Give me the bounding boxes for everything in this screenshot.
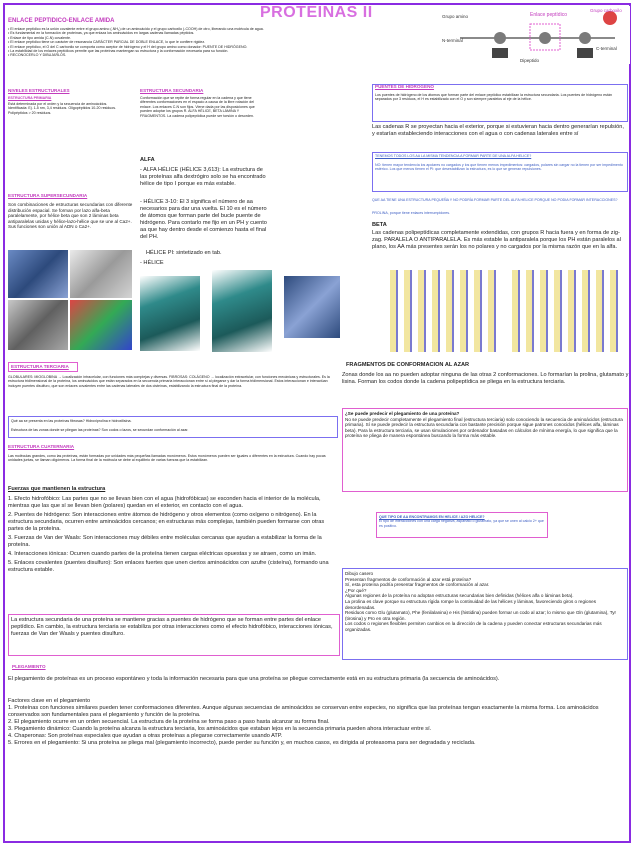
helice-pi-text: - HÉLICE xyxy=(140,260,164,266)
fuerza-item: 5. Enlaces covalentes (puentes disulfuro): Son enlaces fuertes que unen ciertos aminoácidos con azufre (cisteína), formando una estructura estable. xyxy=(8,560,329,573)
cadenas-r-text: Las cadenas R se proyectan hacia el exterior, porque si estuvieran hacia dentro generarían repulsión, y estarían estableciendo interacciones con el agua o con cadenas laterales entre sí xyxy=(372,124,624,137)
label-grupo-amino: Grupo amino xyxy=(442,14,469,19)
terciaria-heading: ESTRUCTURA TERCIARIA xyxy=(11,364,69,369)
prolina-question: QUE AA TIENE UNA ESTRUCTURA PEQUEÑA Y NO PODRÍA FORMAR PARTE DEL ALFA HELICE PORQUE NO PODIA FORMAR INTERACCIONES? xyxy=(372,198,618,202)
plegamiento-body xyxy=(8,694,624,747)
beta-label: BETA xyxy=(372,222,387,228)
puentes-text: Los puentes de hidrógeno de los átomos que forman parte del enlace peptídico estabilizan la estructura secundaria. Los puentes de hidrógeno están separados por 3 residuos, el H es estabilizado con el O y son siempre paralelos al eje de la hélice. xyxy=(375,93,612,102)
niveles-heading: NIVELES ESTRUCTURALES xyxy=(8,88,70,93)
helice-pi-label: HÉLICE PI: sintetizado en tab. xyxy=(146,250,222,256)
dibujo-line: Residuos como Glu (glutamato), Phe (fenilalanina) e His (histidina) pueden formar un codo al azar; lo mismo que Gln (glutamina), Tyr (tirosina) y Pro en otra región. xyxy=(345,610,617,621)
alfa-helice-text: - ALFA HÉLICE (HÉLICE 3,613): La estructura de las proteínas alfa dextrógiro solo se ha encontrado hélice de tipo I porque es más estable. xyxy=(140,167,266,187)
plegamiento-heading: PLEGAMIENTO xyxy=(12,664,46,669)
fragmentos-heading: FRAGMENTOS DE CONFORMACION AL AZAR xyxy=(346,362,470,368)
prolina-answer: PROLINA, porque tiene enlaces interrumpidores. xyxy=(372,211,451,215)
tendencia-answer: NO: tienen mayor tendencia los apolares no cargados y los que tienen menos impedimentos: cargados, polares sin cargar no la tienen por ser impedimento estérico. Los que menos tienen el PI: que desestabilizan la estructura, es lo que se generan repulsiones. xyxy=(375,163,623,172)
dibujo-line: Algunas regiones de la proteína no adoptan estructuras secundarias bien definidas (hélices alfa o láminas beta). xyxy=(345,593,574,599)
factor-item: 2. El plegamiento ocurre en un orden secuencial. La estructura de la proteína se forma paso a paso hasta alcanzar su forma final. xyxy=(8,719,330,725)
supersecondary-image-1 xyxy=(8,250,68,298)
supersecundaria-label: ESTRUCTURA SUPERSECUNDARIA xyxy=(8,193,88,198)
predecir-question: ¿Se puede predecir el plegamiento de una proteína? xyxy=(345,411,460,416)
fuerzas-list xyxy=(8,496,340,576)
terciaria-text: GLOBULARES: MIOGLOBINA → Localización intracelular, con funciones más complejas y diversas. FIBROSAS: COLÁGENO → localización extracelular, con funciones mecánicas y estructurales. Es la estructura tridimensional de la proteína, los aminoácidos que están separados en la secuencia primaria interaccionan entre sí al plegarse y dar la forma tridimensional. Estos interaccionan e interactúan incluyen puentes disulfuro, que son enlaces covalentes entre las cadenas laterales de dos cisteínas, estabilizando la estructura final de la proteína. xyxy=(8,375,330,388)
alfa-label: ALFA xyxy=(140,157,155,163)
atom-c xyxy=(494,32,506,44)
r-group-1 xyxy=(492,48,508,58)
alpha-helix-image-1 xyxy=(140,276,200,351)
factor-item: 3. Plegamiento dinámico: Cuando la proteína alcanza la estructura terciaria, los aminoácidos que estaban lejos en la secuencia primaria pueden ahora interactuar entre sí. xyxy=(8,726,432,732)
plegamiento-intro: El plegamiento de proteínas es un proceso espontáneo y toda la información necesaria para que una proteína se pliegue correctamente está en su estructura primaria (la secuencia de aminoácidos). xyxy=(8,676,500,682)
atom-o xyxy=(603,11,617,25)
predecir-answer: No se puede predecir completamente el plegamiento final (estructura terciaria) solo conociendo la secuencia de aminoácidos (estructura primaria). Sí se puede predecir la estructura secundaria con bastante precisión porque sigue patrones conocidos (hélices alfa, láminas beta). Para la estructura terciaria, se usan simulaciones por ordenador basadas en cálculos de mínima energía, lo que significa que la proteína se pliega de manera espontánea buscando la forma más estable. xyxy=(345,416,623,439)
primaria-text: Está determinada por el orden y la secuencia de aminoácidos. Identificada: Ej. 1-5 nm, 3,4 residuos. Oligopéptidos 10-20 residuos. Polipéptidos > 20 residuos. xyxy=(8,102,117,115)
terciaria-question: Qué aa se presenta en las proteínas fibrosas? Hidroxiprolina e hidroxilisina. xyxy=(11,419,132,423)
puentes-box xyxy=(372,84,628,122)
supersecundaria-text: Son combinaciones de estructuras secundarias con diferente distribución espacial. Se forman por lazo alfa-beta paralelamente, por hélice beta que son 2 láminas beta antiparalelas unidas y hélice-lazo-hélice que se une al Ca2+. Sus funciones son unión al ADN o Ca2+. xyxy=(8,202,133,230)
dibujo-box xyxy=(342,568,628,660)
secundaria-text: Conformación que se repite de forma regular en la cadena y que tiene diferentes conformaciones en el espacio a causa de la libre rotación del enlace. Los enlaces C-N son fijos. Viene dada por las disposiciones que pueden adoptar los grupos R. ALFA HÉLICE, BETA LÁMINA Y FRAGMENTOS. La cadena polipeptídica puede ser torsión o desorden. xyxy=(140,96,255,118)
fuerza-item: 3. Fuerzas de Van der Waals: Son interacciones muy débiles entre moléculas cercanas que ayudan a estabilizar la forma de la proteína. xyxy=(8,535,322,548)
cuaternaria-text: Las moléculas grandes, como las proteínas, están formadas por unidades más pequeñas llamadas monómeros. Estos monómeros pueden ser iguales o diferentes en la estructura. Cuando hay pocas unidades juntas, se llaman oligómeros. La forma final de la molécula se debe al equilibrio de varias fuerzas que la estabilizan. xyxy=(8,454,326,463)
primaria-label: ESTRUCTURA PRIMARIA xyxy=(8,96,52,100)
label-dipeptido: Dipeptido xyxy=(520,58,540,63)
fragmentos-text: Zonas donde los aa no pueden adoptar ninguna de las otras 2 conformaciones. Lo formarían la prolina, glutamato y lisina. Forman los codos donde la cadena polipeptídica se pliega en la estructura terciaria. xyxy=(342,372,629,385)
atom-c2 xyxy=(579,32,591,44)
label-enlace: Enlace peptídico xyxy=(530,12,567,18)
puentes-heading: PUENTES DE HIDROGENO xyxy=(375,84,434,89)
enlace-peptidico-heading: ENLACE PEPTIDICO-ENLACE AMIDA xyxy=(8,18,115,24)
factores-heading: Factores clave en el plegamiento xyxy=(8,698,91,704)
factor-item: 4. Chaperonas: Son proteínas especiales que ayudan a otras proteínas a plegarse correctamente usando ATP. xyxy=(8,733,283,739)
tipo-aa-answer: El tipo de interacciones con una carga negativa, aspartato o glutamato, ya que se unen al calcio 2+ que es positivo. xyxy=(379,519,544,528)
dibujo-line: Dibujo casero xyxy=(345,571,374,576)
secundaria-heading: ESTRUCTURA SECUNDARIA xyxy=(140,88,204,93)
terciaria-qa-box xyxy=(8,416,338,438)
alpha-helix-image-2 xyxy=(212,270,272,352)
tipo-aa-box xyxy=(376,512,548,538)
terciaria-answer: Estructura de las zonas donde se pliegan las proteínas? Son codos o lazos, se secundan conformación al azar. xyxy=(11,428,189,432)
enlace-peptidico-text: • El enlace peptídico es la unión covalente entre el grupo amino (-NH₂) de un aminoácido y el grupo carboxilo (-COOH) de otro, liberando una molécula de agua. • Es fundamental en la formación de proteínas, ya que enlaza los aminoácidos en largas cadenas llamadas péptidos. • Enlace de tipo amida (C-N) covalente. • El enlace peptídico tiene un carácter de resonancia CARÁCTER PARCIAL DE DOBLE ENLACE, lo que le confiere rigidez. • El enlace peptídico, el O del C carbonilo se comporta como aceptor de hidrógeno y el H del grupo amino como donador: PUENTE DE HIDRÓGENO. • La estabilidad de los enlaces peptídicos permite que las proteínas mantengan su estructura y la conformación necesaria para su función. • RECONOCERLO Y DIBUJARLOS. xyxy=(8,27,264,58)
cuaternaria-heading: ESTRUCTURA CUATERNARIA xyxy=(8,444,75,449)
fuerzas-heading: Fuerzas que mantienen la estructura xyxy=(8,486,106,492)
label-grupo-carboxilo: Grupo carboxilo xyxy=(590,8,622,13)
terciaria-heading-box xyxy=(8,362,78,372)
dibujo-line: La prolina es clave porque su estructura rígida rompe la continuidad de las hélices y láminas, favoreciendo giros o regiones desordenadas. xyxy=(345,598,597,610)
helice-3-10-text: - HÉLICE 3-10: El 3 significa el número de aa necesarios para dar una vuelta. El 10 es el número de átomos que forman parte del bucle puente de hidrógeno. Para contarlo me fijo en un PH y cuento aa que hay dentro desde el comienzo hasta el final del PH. xyxy=(140,199,267,240)
fuerza-item: 4. Interacciones iónicas: Ocurren cuando partes de la proteína tienen cargas eléctricas opuestas y se atraen, como un imán. xyxy=(8,551,317,557)
factor-item: 1. Proteínas con funciones similares pueden tener conformaciones diferentes. Aunque algunas secuencias de aminoácidos se conservan entre especies, no significa que las proteínas tengan exactamente la misma forma. Los aminoácidos conservados son fundamentales para el plegamiento y función de la proteína. xyxy=(8,705,599,718)
fuerza-item: 1. Efecto hidrofóbico: Las partes que no se llevan bien con el agua (hidrofóbicas) se esconden hacia el interior de la molécula, mientras que las que sí se llevan bien (polares) quedan en el exterior, en contacto con el agua. xyxy=(8,496,321,509)
factor-item: 5. Errores en el plegamiento: Si una proteína se pliega mal (plegamiento incorrecto), puede perder su función y, en muchos casos, es dirigida al proteasoma para ser degradada y reciclada. xyxy=(8,740,476,746)
dibujo-line: Sí, esta proteína podría presentar fragmentos de conformación al azar. xyxy=(345,582,490,588)
supersecondary-image-4 xyxy=(70,300,132,350)
atom-n xyxy=(539,32,551,44)
dibujo-line: ¿Por qué? xyxy=(345,587,367,593)
r-group-2 xyxy=(577,48,593,58)
beta-sheet-image-2 xyxy=(512,270,622,352)
beta-sheet-image-1 xyxy=(390,270,500,352)
tendencia-box xyxy=(372,152,628,192)
tendencia-question: TENEMOS TODOS LOS AA LA MISMA TENDENCIA A FORMAR PARTE DE UNA ALFA HELICE? xyxy=(375,154,532,158)
tipo-aa-question: QUE TIPO DE AA ENCONTRAMOS EN HELICE / AZO HELICE? xyxy=(379,515,485,519)
alpha-helix-image-3 xyxy=(284,276,340,338)
page-title: PROTEINAS II xyxy=(260,4,373,21)
peptide-bond-diagram xyxy=(440,6,630,64)
label-c-terminal: C-terminal xyxy=(596,46,617,51)
dibujo-line: Los codos o regiones flexibles permiten cambios en la dirección de la cadena y pueden conectar estructuras secundarias más organizadas. xyxy=(345,621,602,632)
predecir-box xyxy=(342,408,628,492)
supersecondary-image-2 xyxy=(70,250,132,298)
fuerzas-summary: La estructura secundaria de una proteína se mantiene gracias a puentes de hidrógeno que se forman entre partes del enlace peptídico. En cambio, la estructura terciaria se estabiliza por otras interacciones como el efecto hidrofóbico, interacciones iónicas, fuerzas de Van der Waals y puentes disulfuro. xyxy=(8,614,340,656)
supersecondary-image-3 xyxy=(8,300,68,350)
beta-text: Las cadenas polipeptídicas completamente extendidas, con grupos R hacia fuera y en forma de zig-zag. PARALELA O ANTIPARALELA. Es más estable la antiparalela porque los PH están paralelos al plano, los AA más presentes serán los no polares y no cargados por la misma razón que en la alfa. xyxy=(372,230,621,250)
label-n-terminal: N-terminal xyxy=(442,38,463,43)
dibujo-line: Presentan fragmentos de conformación al azar está proteína? xyxy=(345,576,472,582)
fuerza-item: 2. Puentes de hidrógeno: Son interacciones entre átomos de hidrógeno y otros elementos (como oxígeno o nitrógeno). En la estructura secundaria, ocurren entre aminoácidos cercanos; en estructuras más complejas, también pueden formarse con otras partes de la proteína. xyxy=(8,512,325,532)
